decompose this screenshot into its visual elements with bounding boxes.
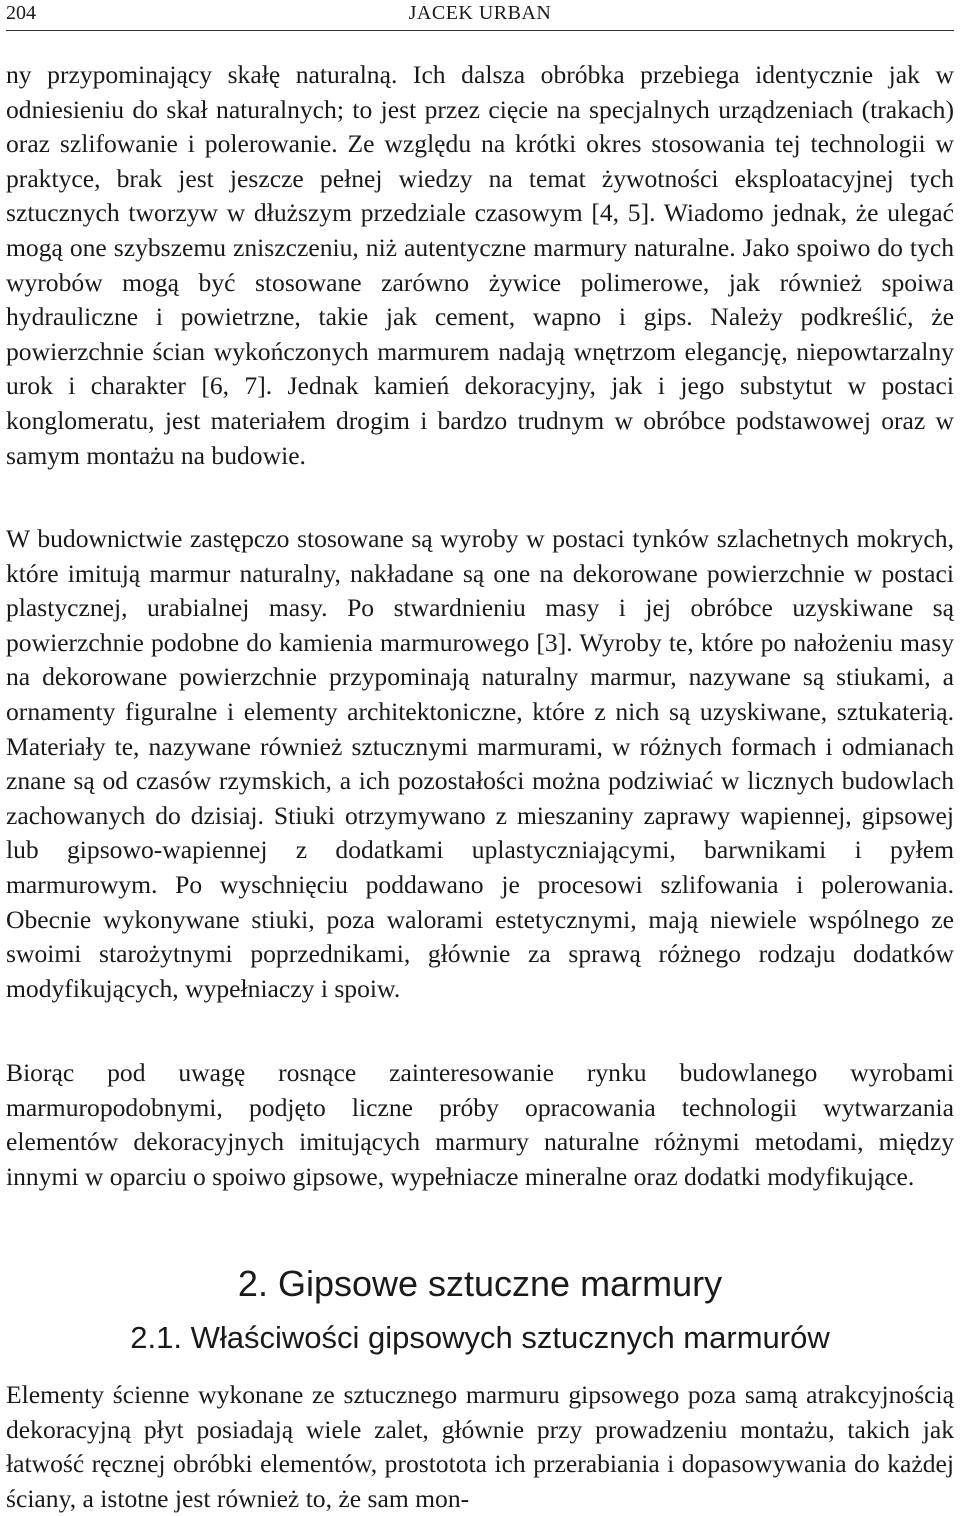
paragraph-text: ny przypominający skałę naturalną. Ich dalsza obróbka przebiega identycznie jak w odniesieniu do skał naturalnych; to jest przez cięcie na specjalnych urządzeniach (trakach) oraz szlifowanie i polerowanie. Ze względu na krótki okres stosowania tej technologii w praktyce, brak jest jeszcze pełnej wiedzy na temat żywotności eksploatacyjnej tych sztucznych tworzyw w dłuższym przedziale czasowym [4, 5]. Wiadomo jednak, że ulegać mogą one szybszemu zniszczeniu, niż autentyczne marmury naturalne. Jako spoiwo do tych wyrobów mogą być stosowane zarówno żywice polimerowe, jak również spoiwa hydrauliczne i powietrzne, takie jak cement, wapno i gips. Należy podkreślić, że powierzchnie ścian wykończonych marmurem nadają wnętrzom elegancję, niepowtarzalny urok i charakter [6, 7]. Jednak kamień dekoracyjny, jak i jego substytut w postaci konglomeratu, jest materiałem drogim i bardzo trudnym w obróbce podstawowej oraz w samym montażu na budowie. bbox=[6, 60, 954, 470]
paragraph-text: Elementy ścienne wykonane ze sztucznego marmuru gipsowego poza samą atrakcyjnością dekoracyjną płyt posiadają wiele zalet, głównie przy prowadzeniu montażu, takich jak łatwość ręcznej obróbki elementów, prostotota ich przerabiania i dopasowywania do każdej ściany, a istotne jest również to, że sam mon- bbox=[6, 1380, 954, 1513]
paragraph-text: Biorąc pod uwagę rosnące zainteresowanie rynku budowlanego wyrobami marmuropodobnymi, podjęto liczne próby opracowania technologii wytwarzania elementów dekoracyjnych imitujących marmury naturalne różnymi metodami, między innymi w oparciu o spoiwo gipsowe, wypełniacze mineralne oraz dodatki modyfikujące. bbox=[6, 1058, 954, 1191]
paragraph-2 bbox=[6, 522, 954, 1006]
paragraph-3 bbox=[6, 1056, 954, 1194]
subsection-heading: 2.1. Właściwości gipsowych sztucznych marmurów bbox=[130, 1320, 830, 1355]
section-heading: 2. Gipsowe sztuczne marmury bbox=[237, 1263, 723, 1304]
running-head: JACEK URBAN bbox=[408, 2, 552, 24]
paragraph-text: W budownictwie zastępczo stosowane są wyroby w postaci tynków szlachetnych mokrych, które imitują marmur naturalny, nakładane są one na dekorowane powierzchnie w postaci plastycznej, urabialnej masy. Po stwardnieniu masy i jej obróbce uzyskiwane są powierzchnie podobne do kamienia marmurowego [3]. Wyroby te, które po nałożeniu masy na dekorowane powierzchnie przypominają naturalny marmur, nazywane są stiukami, a ornamenty figuralne i elementy architektoniczne, które z nich są uzyskiwane, sztukaterią. Materiały te, nazywane również sztucznymi marmurami, w różnych formach i odmianach znane są od czasów rzymskich, a ich pozostałości można podziwiać w licznych budowlach zachowanych do dzisiaj. Stiuki otrzymywano z mieszaniny zaprawy wapiennej, gipsowej lub gipsowo-wapiennej z dodatkami uplastyczniającymi, barwnikami i pyłem marmurowym. Po wyschnięciu poddawano je procesowi szlifowania i polerowania. Obecnie wykonywane stiuki, poza walorami estetycznymi, mają niewiele wspólnego ze swoimi starożytnymi poprzednikami, głównie za sprawą różnego rodzaju dodatków modyfikujących, wypełniaczy i spoiw. bbox=[6, 524, 954, 1003]
page-header bbox=[6, 0, 954, 31]
paragraph-4 bbox=[6, 1378, 954, 1516]
paragraph-1 bbox=[6, 58, 954, 473]
page-number: 204 bbox=[6, 2, 36, 24]
